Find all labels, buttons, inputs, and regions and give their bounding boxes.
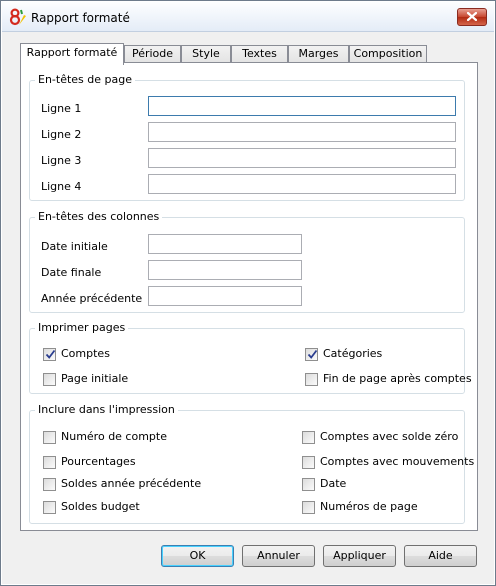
page-headers-group [29, 73, 465, 201]
ligne-3-input[interactable] [148, 148, 456, 168]
page-headers-title: En-têtes de page [35, 73, 135, 86]
include-print-group [29, 403, 475, 524]
tab-periode[interactable]: Période [124, 45, 181, 63]
ligne-4-input[interactable] [148, 174, 456, 194]
tab-marges[interactable]: Marges [288, 45, 349, 63]
date-initiale-label: Date initiale [41, 240, 108, 253]
pourcentages-label: Pourcentages [61, 455, 136, 468]
help-button[interactable]: Aide [404, 545, 477, 567]
annee-precedente-input[interactable] [148, 286, 302, 306]
ligne-1-label: Ligne 1 [41, 102, 82, 115]
numeros-page-checkbox[interactable] [302, 501, 315, 514]
cancel-button[interactable]: Annuler [242, 545, 315, 567]
close-button[interactable] [457, 8, 487, 26]
ligne-1-input[interactable] [148, 96, 456, 116]
categories-checkbox[interactable] [305, 348, 318, 361]
tab-panel [20, 62, 478, 531]
mouvements-label: Comptes avec mouvements [320, 455, 475, 468]
numeros-page-label: Numéros de page [320, 500, 418, 513]
date-finale-label: Date finale [41, 266, 102, 279]
numero-compte-checkbox[interactable] [43, 431, 56, 444]
fin-de-page-checkbox[interactable] [305, 373, 318, 386]
mouvements-checkbox[interactable] [302, 456, 315, 469]
categories-label: Catégories [323, 347, 383, 360]
numero-compte-label: Numéro de compte [61, 430, 167, 443]
check-icon [45, 349, 56, 360]
tab-rapport-formate[interactable]: Rapport formaté [20, 43, 124, 65]
apply-button[interactable]: Appliquer [323, 545, 396, 567]
comptes-checkbox[interactable] [43, 348, 56, 361]
solde-zero-checkbox[interactable] [302, 431, 315, 444]
pourcentages-checkbox[interactable] [43, 456, 56, 469]
ligne-2-input[interactable] [148, 122, 456, 142]
date-finale-input[interactable] [148, 260, 302, 280]
tab-style[interactable]: Style [181, 45, 231, 63]
ligne-4-label: Ligne 4 [41, 180, 82, 193]
close-icon [467, 11, 477, 24]
solde-zero-label: Comptes avec solde zéro [320, 430, 459, 443]
print-pages-title: Imprimer pages [35, 321, 128, 334]
column-headers-group [29, 210, 465, 313]
date-checkbox[interactable] [302, 478, 315, 491]
include-print-title: Inclure dans l'impression [35, 403, 178, 416]
column-headers-title: En-têtes des colonnes [35, 210, 162, 223]
title-bar[interactable] [2, 2, 494, 32]
print-pages-group [29, 321, 472, 394]
tab-textes[interactable]: Textes [231, 45, 288, 63]
comptes-label: Comptes [61, 347, 110, 360]
window-title: Rapport formaté [31, 11, 130, 25]
soldes-budget-checkbox[interactable] [43, 501, 56, 514]
soldes-annee-precedente-label: Soldes année précédente [61, 477, 202, 490]
page-initiale-checkbox[interactable] [43, 373, 56, 386]
page-initiale-label: Page initiale [61, 372, 129, 385]
check-icon [307, 349, 318, 360]
fin-de-page-label: Fin de page après comptes [323, 372, 472, 385]
soldes-annee-precedente-checkbox[interactable] [43, 478, 56, 491]
app-logo-icon [9, 8, 27, 26]
ligne-3-label: Ligne 3 [41, 154, 82, 167]
date-initiale-input[interactable] [148, 234, 302, 254]
annee-precedente-label: Année précédente [41, 292, 143, 305]
date-label: Date [320, 477, 347, 490]
ligne-2-label: Ligne 2 [41, 128, 82, 141]
tab-composition[interactable]: Composition [349, 45, 427, 63]
soldes-budget-label: Soldes budget [61, 500, 140, 513]
ok-button[interactable]: OK [161, 545, 234, 567]
